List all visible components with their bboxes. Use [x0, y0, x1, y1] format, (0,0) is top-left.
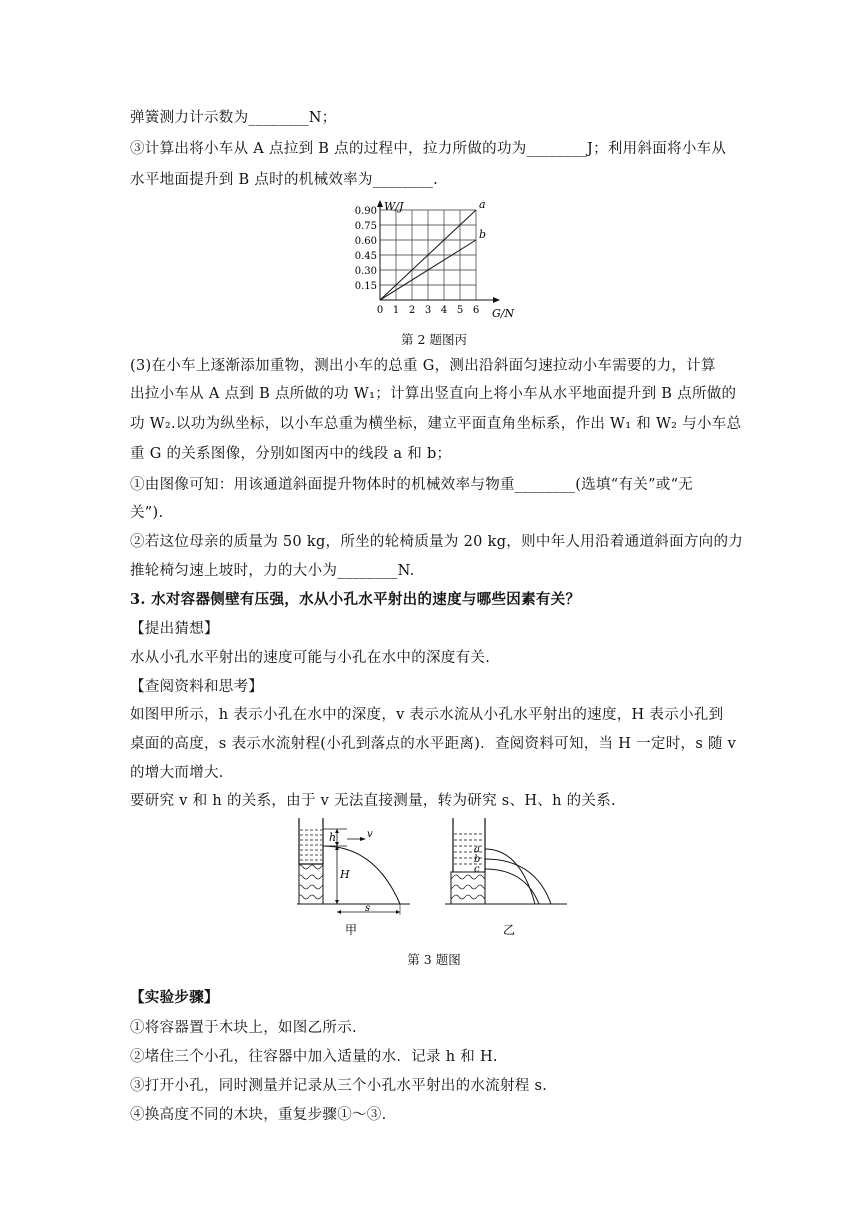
figure-3-diagrams	[285, 812, 585, 942]
water-jet-c	[485, 869, 539, 904]
x-tick-label: 1	[392, 305, 400, 316]
hole-b-label: b	[474, 854, 481, 865]
y-tick-label: 0.75	[354, 221, 377, 232]
x-tick-label: 4	[440, 305, 448, 316]
text-line: 重 G 的关系图像，分别如图丙中的线段 a 和 b；	[130, 446, 452, 462]
y-axis-label: W/J	[384, 200, 404, 213]
text-line: 弹簧测力计示数为________N；	[130, 110, 337, 126]
figure-2-caption: 第 2 题图丙	[401, 332, 467, 347]
y-tick-label: 0.15	[354, 281, 377, 292]
y-tick-label: 0.60	[354, 236, 377, 247]
text-line: 要研究 v 和 h 的关系，由于 v 无法直接测量，转为研究 s、H、h 的关系.	[130, 793, 616, 809]
H-label: H	[340, 868, 350, 881]
text-line: (3)在小车上逐渐添加重物，测出小车的总重 G，测出沿斜面匀速拉动小车需要的力，计算	[130, 358, 716, 374]
text-line: 关”).	[130, 505, 164, 521]
line-b-label: b	[479, 228, 487, 241]
hole-a-label: a	[474, 844, 480, 855]
chart-axes	[377, 200, 500, 303]
x-tick-label: 2	[408, 305, 416, 316]
x-axis-arrow	[493, 297, 500, 303]
section-heading: 【实验步骤】	[130, 989, 219, 1006]
water-jet	[323, 846, 400, 904]
wood-block	[299, 864, 323, 904]
text-line: 水平地面提升到 B 点时的机械效率为________.	[130, 172, 439, 188]
text-line: ①将容器置于木块上，如图乙所示.	[130, 1020, 357, 1036]
text-line: 桌面的高度，s 表示水流射程(小孔到落点的水平距离)．查阅资料可知，当 H 一定时，s 随 v	[130, 736, 737, 752]
diagram-jia	[297, 818, 410, 937]
text-line: ①由图像可知：用该通道斜面提升物体时的机械效率与物重________(选填“有关”或“无	[130, 477, 694, 493]
x-tick-label: 5	[456, 305, 464, 316]
hole-c-label: c	[474, 864, 480, 875]
water-lines	[300, 830, 322, 860]
y-tick-label: 0.30	[354, 266, 377, 277]
x-tick-label: 3	[424, 305, 432, 316]
text-line: ②堵住三个小孔，往容器中加入适量的水．记录 h 和 H.	[130, 1049, 498, 1065]
text-line: 推轮椅匀速上坡时，力的大小为________N.	[130, 563, 415, 579]
text-line: 出拉小车从 A 点到 B 点所做的功 W₁；计算出竖直向上将小车从水平地面提升到 B 点所做的	[130, 386, 737, 402]
y-tick-label: 0.45	[354, 251, 377, 262]
diagram-jia-label: 甲	[345, 923, 358, 937]
text-line: 水从小孔水平射出的速度可能与小孔在水中的深度有关.	[130, 650, 491, 666]
text-line: ②若这位母亲的质量为 50 kg，所坐的轮椅质量为 20 kg，则中年人用沿着通道斜面方向的力	[130, 534, 744, 550]
text-line: ③计算出将小车从 A 点拉到 B 点的过程中，拉力所做的功为________J；利用斜面将小车从	[130, 141, 727, 157]
diagram-yi	[445, 818, 567, 937]
text-line: ③打开小孔，同时测量并记录从三个小孔水平射出的水流射程 s.	[130, 1078, 548, 1094]
v-label: v	[367, 829, 373, 840]
water-jet-b	[485, 859, 551, 904]
text-line: ④换高度不同的木块，重复步骤①～③.	[130, 1107, 387, 1123]
figure-3-caption: 第 3 题图	[407, 952, 461, 967]
x-tick-label: 0	[376, 305, 384, 316]
work-vs-weight-chart	[340, 200, 530, 325]
question-3-heading: 3. 水对容器侧壁有压强，水从小孔水平射出的速度与哪些因素有关？	[130, 591, 581, 608]
text-line: 功 W₂.以功为纵坐标，以小车总重为横坐标，建立平面直角坐标系，作出 W₁ 和 W₂ 与小车总	[130, 416, 742, 432]
line-a-label: a	[479, 200, 486, 211]
water-jet-a	[485, 849, 535, 904]
y-tick-label: 0.90	[354, 206, 377, 217]
s-label: s	[365, 903, 371, 914]
section-heading: 【查阅资料和思考】	[130, 679, 264, 695]
x-tick-label: 6	[472, 305, 480, 316]
h-label: h	[329, 831, 337, 844]
section-heading: 【提出猜想】	[130, 621, 219, 637]
text-line: 的增大而增大.	[130, 765, 224, 781]
x-axis-label: G/N	[492, 307, 515, 320]
diagram-yi-label: 乙	[503, 923, 516, 937]
text-line: 如图甲所示，h 表示小孔在水中的深度，v 表示水流从小孔水平射出的速度，H 表示小孔到	[130, 707, 724, 723]
wood-block	[451, 872, 485, 904]
y-axis-arrow	[377, 200, 383, 207]
